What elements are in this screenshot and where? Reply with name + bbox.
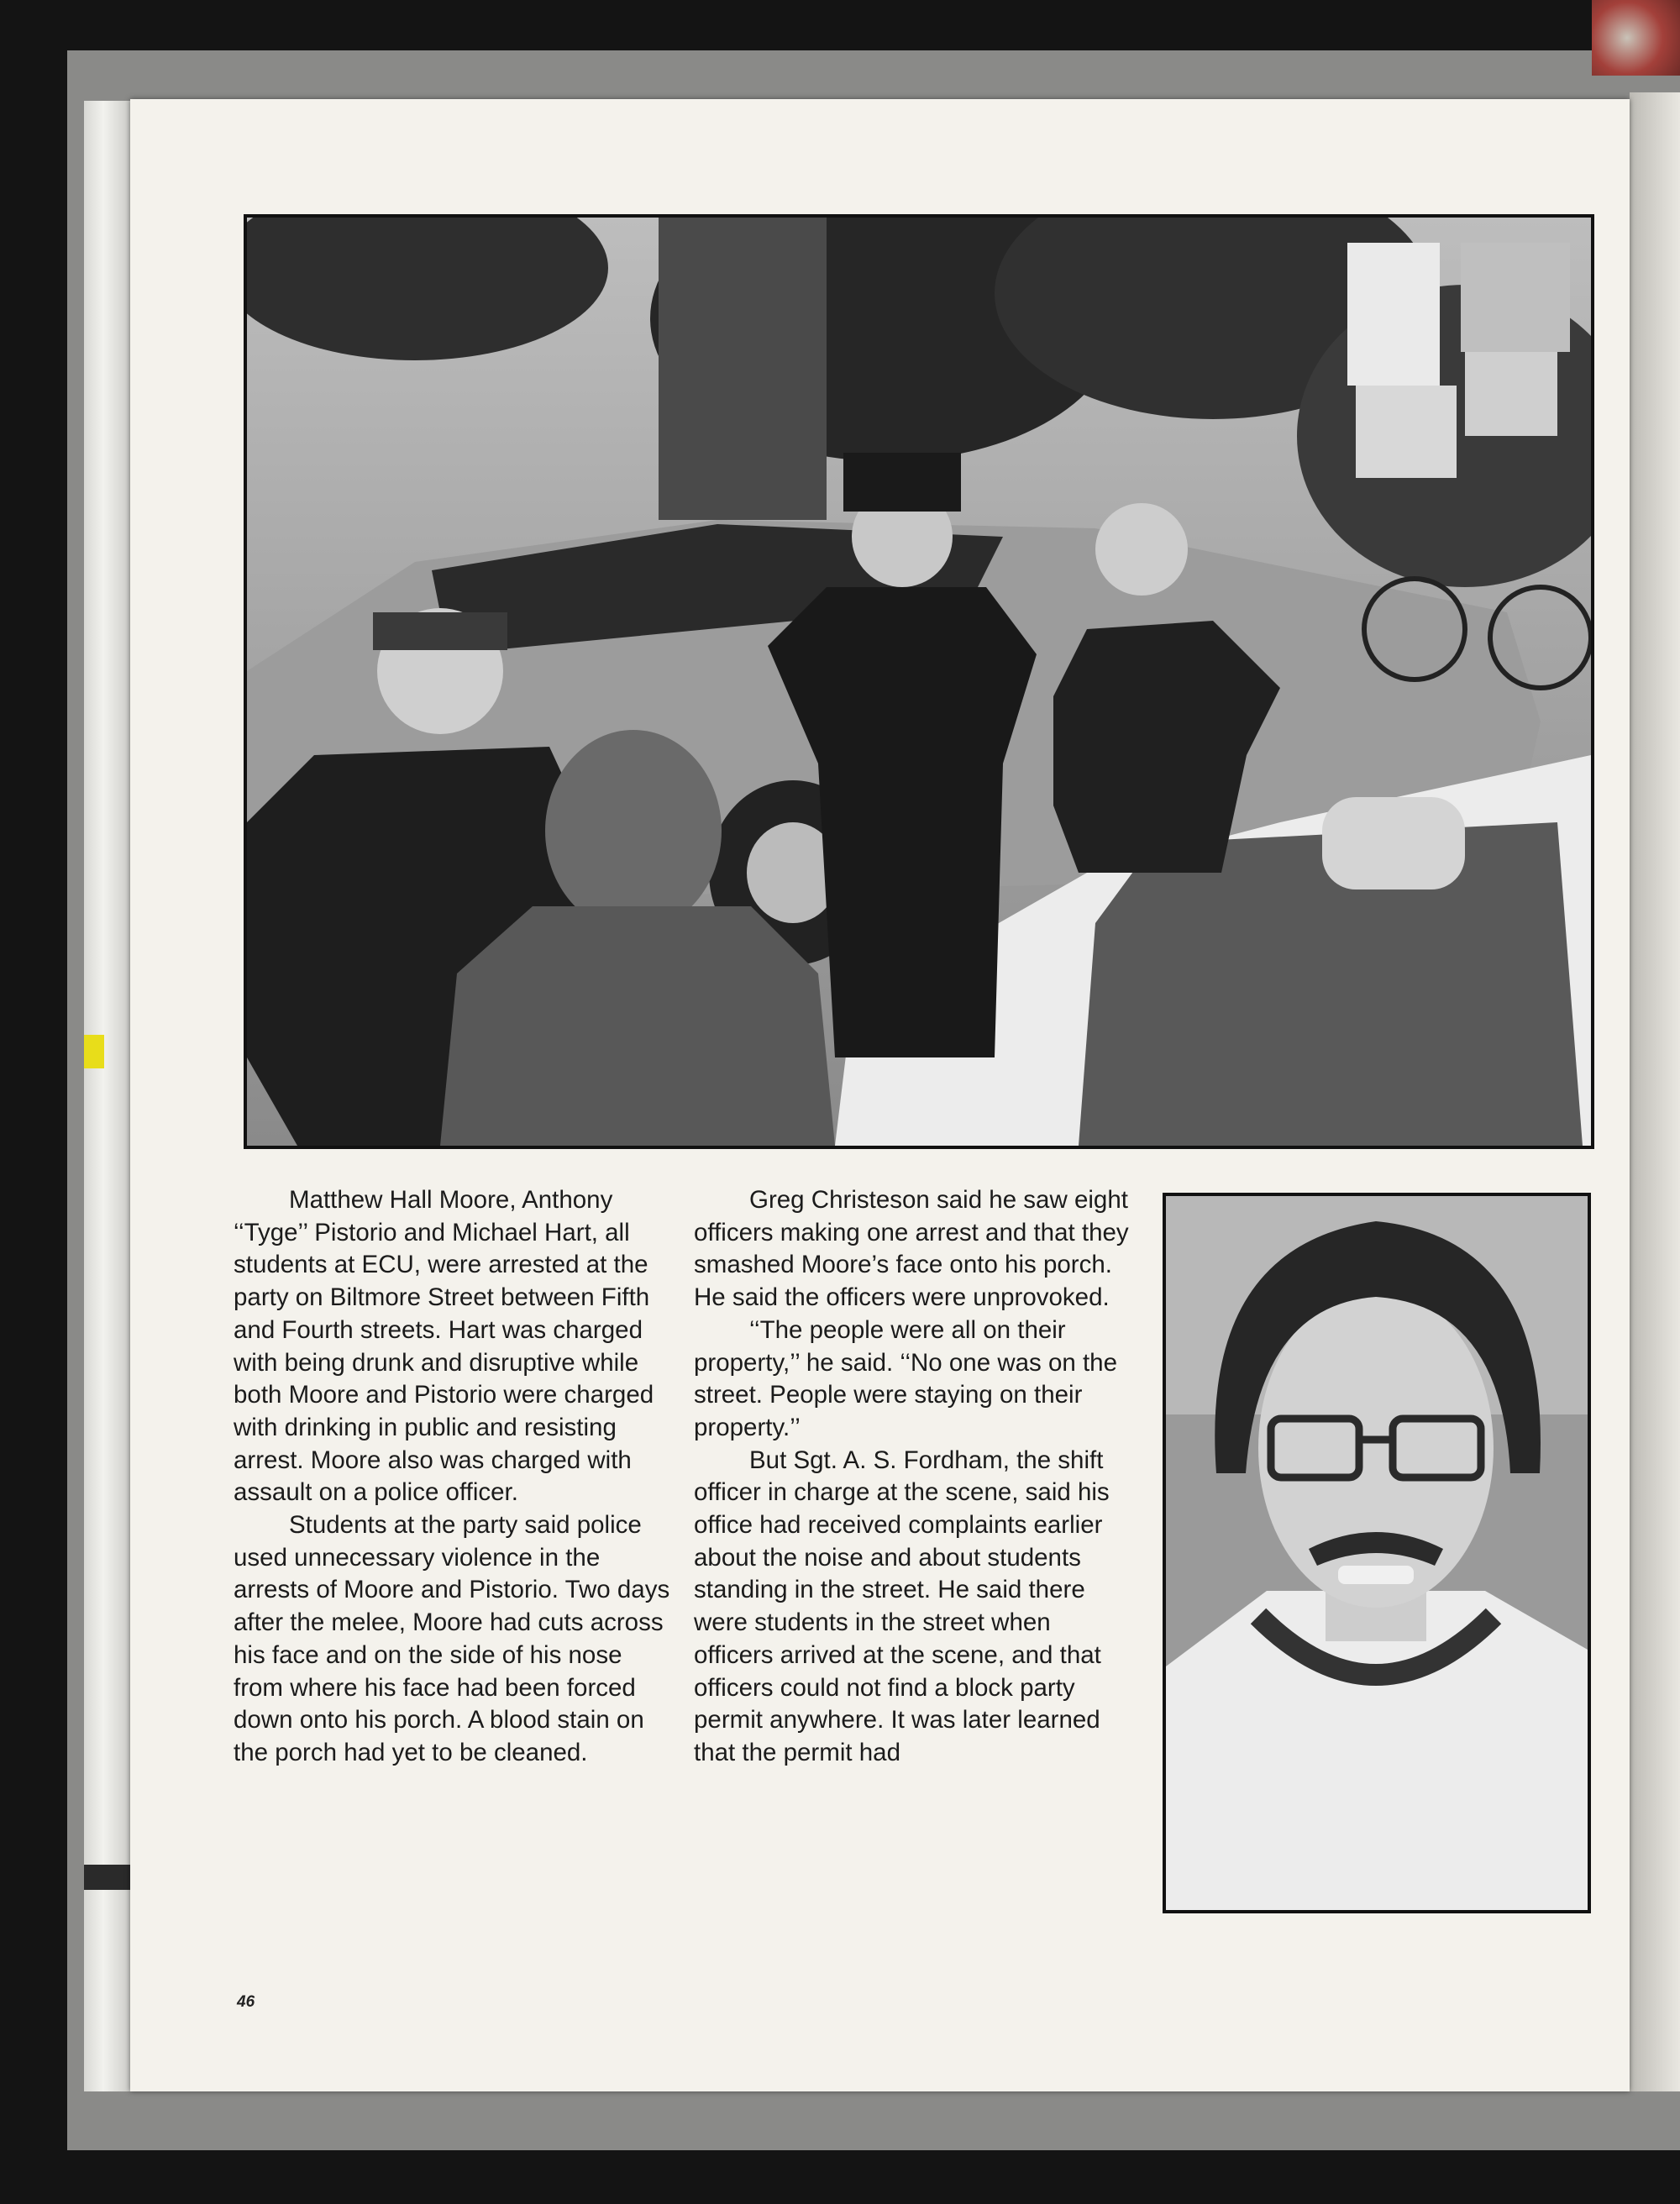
article-paragraph: Greg Christeson said he saw eight officers making one arrest and that they smashed Moore’s face onto his porch. He said the officers were unprovoked.: [694, 1186, 1129, 1312]
facing-page-edge: [1630, 92, 1680, 2091]
page-number: 46: [237, 1993, 255, 2011]
article-paragraph: Matthew Hall Moore, Anthony ‘‘Tyge’’ Pistorio and Michael Hart, all students at ECU, were arrested at the party on Biltmore Street between Fifth and Fourth streets. Hart was charged with being drunk and disruptive while both Moore and Pistorio were charged with drinking in public and resisting arrest. Moore also was charged with assault on a police officer.: [234, 1186, 654, 1507]
article-paragraph: Students at the party said police used unnecessary violence in the arrests of Moore and Pistorio. Two days after the melee, Moore had cuts across his face and on the side of his nose from where his face had been forced down onto his porch. A blood stain on the porch had yet to be cleaned.: [234, 1511, 670, 1766]
page-edge-strip: [84, 101, 133, 2091]
spine-dark-mark: [84, 1865, 133, 1890]
police-scene-photo: [244, 214, 1594, 1149]
color-calibration-mark: [84, 1035, 104, 1068]
article-column-left: [234, 1184, 670, 1770]
corner-tag: [1592, 0, 1680, 76]
portrait-photo: [1163, 1193, 1591, 1913]
article-paragraph: ‘‘The people were all on their property,’’ he said. ‘‘No one was on the street. People were staying on their property.’’: [694, 1315, 1117, 1441]
article-column-middle: [694, 1184, 1131, 1770]
article-paragraph: But Sgt. A. S. Fordham, the shift officer in charge at the scene, said his office had received complaints earlier about the noise and about students standing in the street. He said there were students in the street when officers arrived at the scene, and that officers could not find a block party permit anywhere. It was later learned that the permit had: [694, 1446, 1110, 1766]
